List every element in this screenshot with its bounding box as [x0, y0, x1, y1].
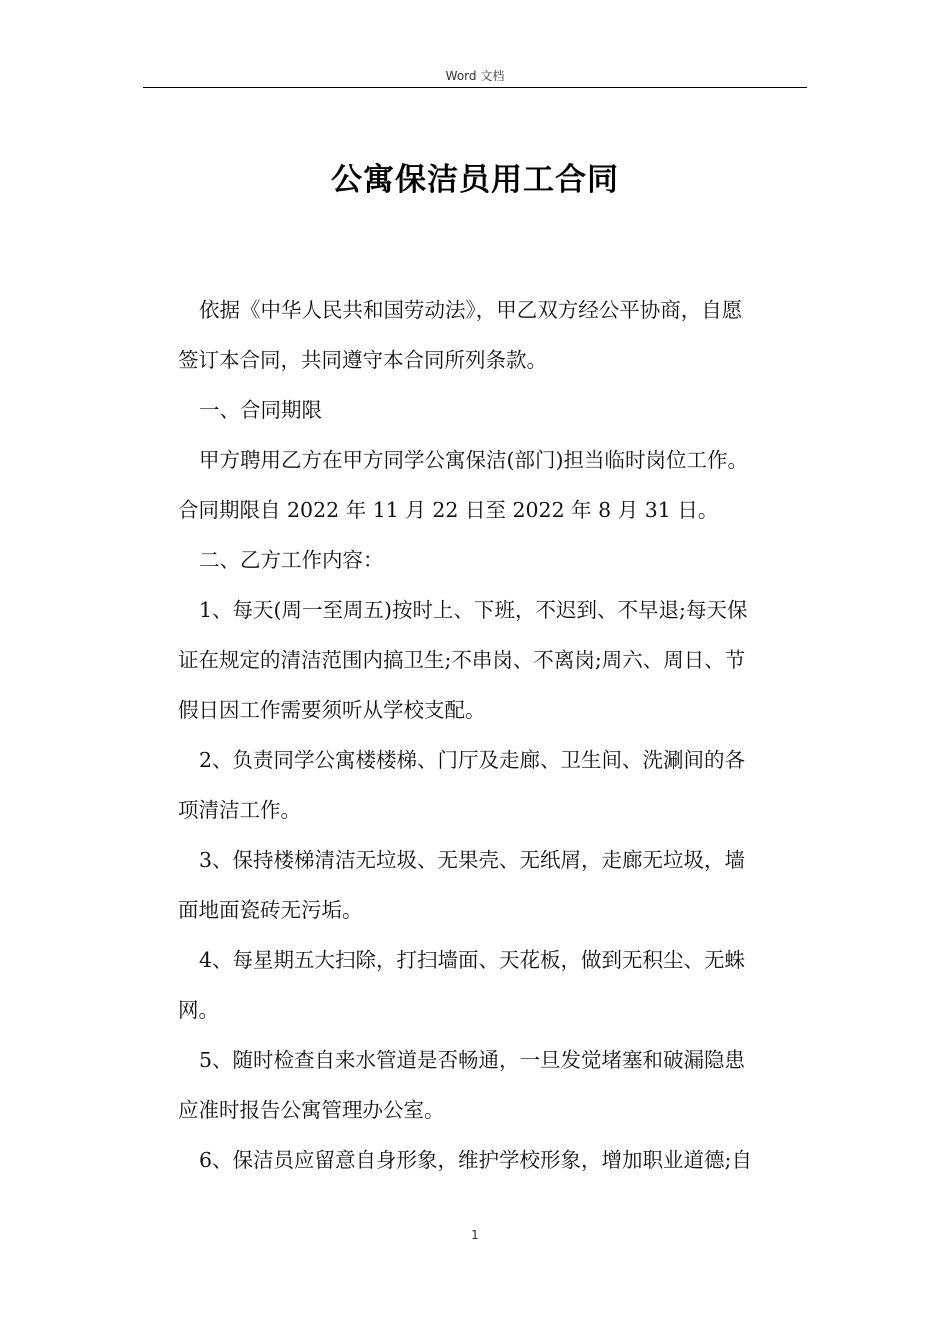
paragraph-line: 2、负责同学公寓楼楼梯、门厅及走廊、卫生间、洗涮间的各: [199, 748, 746, 772]
paragraph-line: 网。: [178, 998, 219, 1022]
paragraph-line: 6、保洁员应留意自身形象，维护学校形象，增加职业道德;自: [199, 1148, 752, 1172]
paragraph-line: 面地面瓷砖无污垢。: [178, 898, 363, 922]
paragraph-line: 假日因工作需要须听从学校支配。: [178, 698, 486, 722]
section-heading: 二、乙方工作内容：: [199, 548, 384, 572]
page-number: 1: [471, 1228, 479, 1242]
paragraph-line: 依据《中华人民共和国劳动法》，甲乙双方经公平协商，自愿: [199, 298, 743, 322]
paragraph-line: 3、保持楼梯清洁无垃圾、无果壳、无纸屑，走廊无垃圾，墙: [199, 848, 746, 872]
paragraph-line: 1、每天(周一至周五)按时上、下班，不迟到、不早退;每天保: [199, 598, 748, 622]
paragraph-line: 4、每星期五大扫除，打扫墙面、天花板，做到无积尘、无蛛: [199, 948, 746, 972]
paragraph-line: 应准时报告公寓管理办公室。: [178, 1098, 445, 1122]
document-body: [178, 285, 802, 1185]
paragraph-line: 项清洁工作。: [178, 798, 301, 822]
page-header: Word 文档: [445, 69, 505, 83]
document-title: 公寓保洁员用工合同: [331, 162, 619, 198]
header-divider: [143, 87, 807, 88]
paragraph-line: 甲方聘用乙方在甲方同学公寓保洁(部门)担当临时岗位工作。: [199, 448, 748, 472]
paragraph-line: 合同期限自 2022 年 11 月 22 日至 2022 年 8 月 31 日。: [178, 498, 719, 522]
paragraph-line: 签订本合同，共同遵守本合同所列条款。: [178, 348, 547, 372]
section-heading: 一、合同期限: [199, 398, 322, 422]
paragraph-line: 5、随时检查自来水管道是否畅通，一旦发觉堵塞和破漏隐患: [199, 1048, 746, 1072]
paragraph-line: 证在规定的清洁范围内搞卫生;不串岗、不离岗;周六、周日、节: [178, 648, 746, 672]
